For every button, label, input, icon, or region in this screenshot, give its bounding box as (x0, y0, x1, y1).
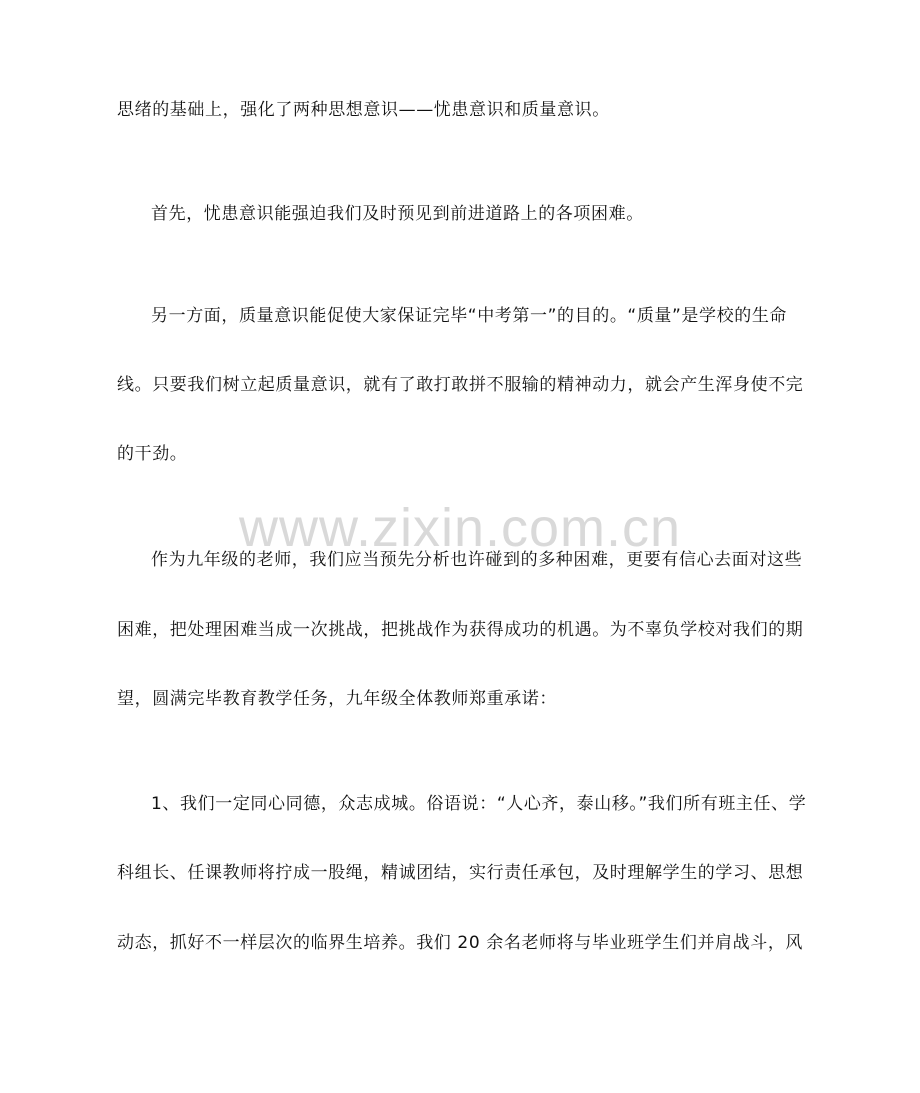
paragraph-line: 作为九年级的老师，我们应当预先分析也许碰到的多种困难，更要有信心去面对这些 (151, 550, 803, 570)
text-line: 动态，抓好不一样层次的临界生培养。我们 20 余名老师将与毕业班学生们并肩战斗，风 (117, 933, 804, 953)
text-line: 的干劲。 (117, 444, 188, 464)
text-line: 线。只要我们树立起质量意识，就有了敢打敢拼不服输的精神动力，就会产生浑身使不完 (117, 375, 804, 395)
watermark: www.zixin.com.cn (238, 498, 682, 558)
text-line: 困难，把处理困难当成一次挑战，把挑战作为获得成功的机遇。为不辜负学校对我们的期 (117, 620, 804, 640)
text-line: 望，圆满完毕教育教学任务，九年级全体教师郑重承诺： (117, 689, 557, 709)
paragraph-line: 首先，忧患意识能强迫我们及时预见到前进道路上的各项困难。 (151, 204, 644, 224)
text-line: 思绪的基础上，强化了两种思想意识——忧患意识和质量意识。 (117, 100, 610, 120)
text-line: 科组长、任课教师将拧成一股绳，精诚团结，实行责任承包，及时理解学生的学习、思想 (117, 863, 804, 883)
paragraph-line: 1、我们一定同心同德，众志成城。俗语说：“人心齐，泰山移。”我们所有班主任、学 (151, 794, 807, 814)
paragraph-line: 另一方面，质量意识能促使大家保证完毕“中考第一”的目的。“质量”是学校的生命 (151, 306, 788, 326)
